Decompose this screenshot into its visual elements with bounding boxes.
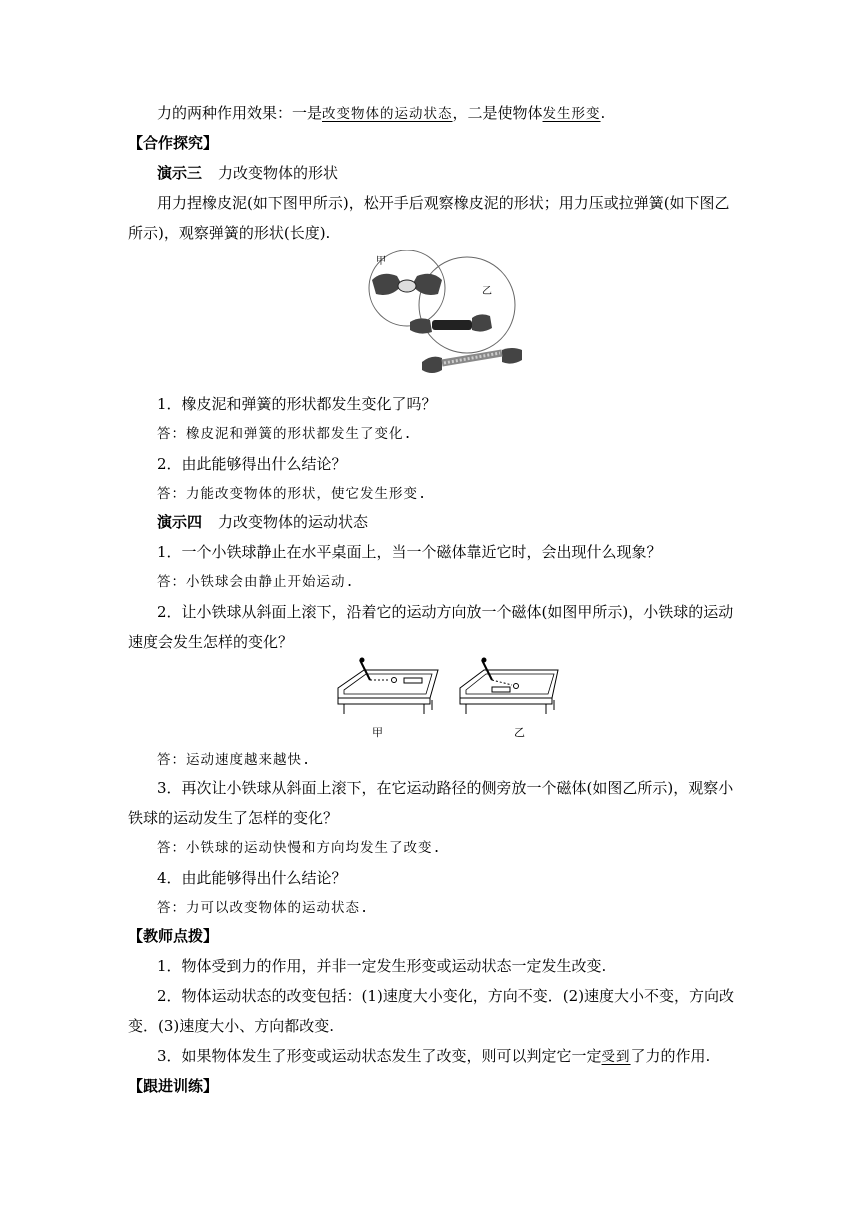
paragraph-1-line-2: 所示)，观察弹簧的形状(长度). [128,224,331,242]
question-6: 4．由此能够得出什么结论？ [157,869,347,887]
demo3-title: 力改变物体的形状 [218,164,339,182]
figure-ramp-tables [332,652,572,742]
intro-underline-2: 发生形变 [542,106,601,122]
heading-follow-up: 【跟进训练】 [128,1077,219,1095]
fig2-label-jia: 甲 [372,726,383,739]
answer-5: 答：小铁球的运动快慢和方向均发生了改变. [157,840,442,856]
teacher-point-3-suffix: 了力的作用. [630,1047,711,1065]
answer-6: 答：力可以改变物体的运动状态. [157,900,370,916]
fig2-label-yi: 乙 [514,726,525,739]
intro-mid: ，二是使物体 [452,104,543,122]
question-4-line-2: 速度会发生怎样的变化？ [128,633,294,651]
answer-3: 答：小铁球会由静止开始运动. [157,574,355,590]
answer-4: 答：运动速度越来越快. [157,752,312,768]
figure-clay-spring [362,250,532,385]
intro-line [157,103,750,124]
question-4-line-1: 2．让小铁球从斜面上滚下，沿着它的运动方向放一个磁体(如图甲所示)，小铁球的运动 [157,603,734,621]
question-1: 1．橡皮泥和弹簧的形状都发生变化了吗？ [157,395,437,413]
teacher-point-2-line-2: 变．(3)速度大小、方向都改变. [128,1017,335,1035]
question-5-line-1: 3．再次让小铁球从斜面上滚下，在它运动路径的侧旁放一个磁体(如图乙所示)，观察小 [157,779,734,797]
intro-prefix: 力的两种作用效果：一是 [157,104,323,122]
answer-2: 答：力能改变物体的形状，使它发生形变. [157,486,428,502]
heading-cooperation: 【合作探究】 [128,134,219,152]
intro-end: . [600,104,606,122]
paragraph-1-line-1: 用力捏橡皮泥(如下图甲所示)，松开手后观察橡皮泥的形状；用力压或拉弹簧(如下图乙 [157,194,730,212]
demo3-heading [157,163,750,183]
demo4-label: 演示四 [157,513,203,531]
question-5-line-2: 铁球的运动发生了怎样的变化？ [128,809,339,827]
answer-1: 答：橡皮泥和弹簧的形状都发生了变化. [157,426,413,442]
demo4-heading [157,512,750,532]
teacher-point-3 [157,1046,750,1067]
question-3: 1．一个小铁球静止在水平桌面上，当一个磁体靠近它时，会出现什么现象？ [157,543,662,561]
question-2: 2．由此能够得出什么结论？ [157,455,347,473]
intro-underline-1: 改变物体的运动状态 [322,106,453,122]
fig1-label-yi: 乙 [482,286,492,297]
teacher-point-3-prefix: 3．如果物体发生了形变或运动状态发生了改变，则可以判定它一定 [157,1047,602,1065]
demo4-title: 力改变物体的运动状态 [218,513,369,531]
teacher-point-1: 1．物体受到力的作用，并非一定发生形变或运动状态一定发生改变. [157,957,607,975]
demo3-label: 演示三 [157,164,203,182]
heading-teacher: 【教师点拨】 [128,927,219,945]
teacher-point-2-line-1: 2．物体运动状态的改变包括：(1)速度大小变化，方向不变．(2)速度大小不变，方向改 [157,987,735,1005]
teacher-point-3-underline: 受到 [601,1049,631,1065]
fig1-label-jia: 甲 [376,256,386,267]
